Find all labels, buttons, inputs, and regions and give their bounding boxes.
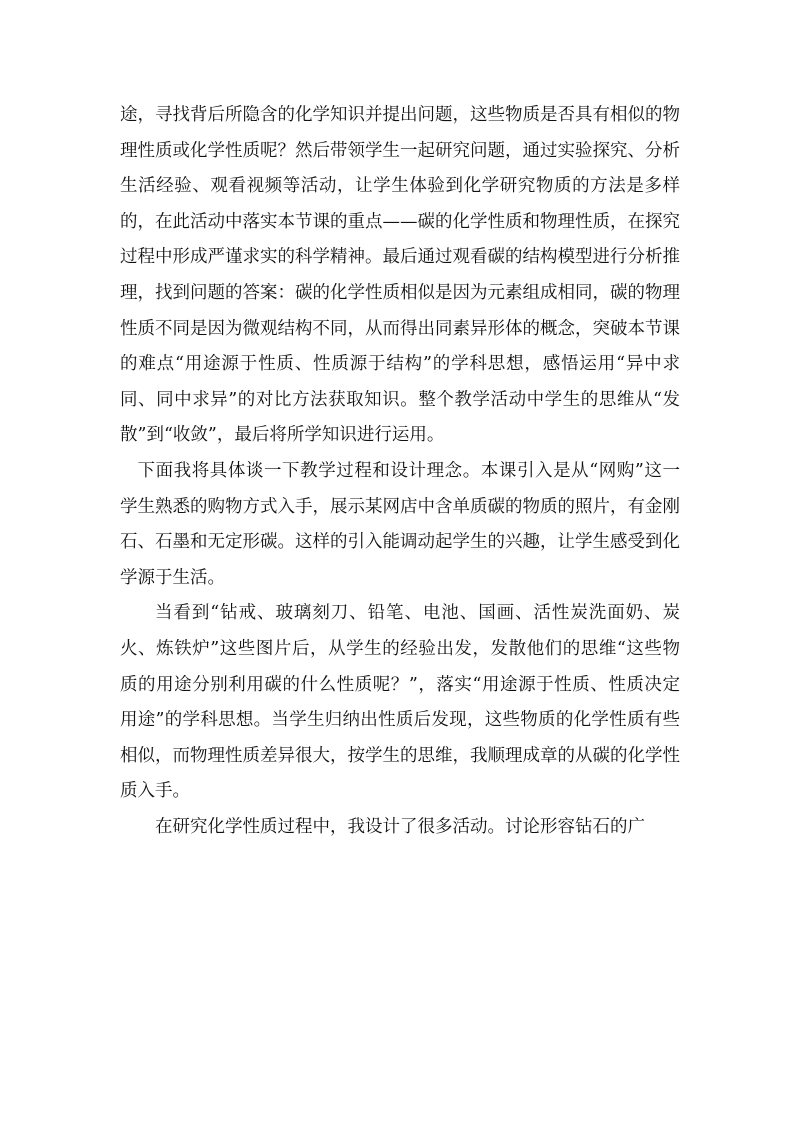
paragraph-4: 在研究化学性质过程中，我设计了很多活动。讨论形容钻石的广 (155, 816, 645, 837)
paragraph-3: 当看到“钻戒、玻璃刻刀、铅笔、电池、国画、活性炭洗面奶、炭火、炼铁炉”这些图片后，从学生的经验出发，发散他们的思维“这些物质的用途分别利用碳的什么性质呢？”，落实“用途源于性质、性质决定用途”的学科思想。当学生归纳出性质后发现，这些物质的化学性质有些相似，而物理性质差异很大，按学生的思维，我顺理成章的从碳的化学性质入手。 (120, 603, 680, 802)
paragraph-2: 下面我将具体谈一下教学过程和设计理念。本课引入是从“网购”这一学生熟悉的购物方式入手，展示某网店中含单质碳的物质的照片，有金刚石、石墨和无定形碳。这样的引入能调动起学生的兴趣，让学生感受到化学源于生活。 (120, 460, 680, 588)
document-page (120, 98, 680, 845)
paragraph-1: 途，寻找背后所隐含的化学知识并提出问题，这些物质是否具有相似的物理性质或化学性质呢？然后带领学生一起研究问题，通过实验探究、分析生活经验、观看视频等活动，让学生体验到化学研究物质的方法是多样的，在此活动中落实本节课的重点——碳的化学性质和物理性质，在探究过程中形成严谨求实的科学精神。最后通过观看碳的结构模型进行分析推理，找到问题的答案：碳的化学性质相似是因为元素组成相同，碳的物理性质不同是因为微观结构不同，从而得出同素异形体的概念，突破本节课的难点“用途源于性质、性质源于结构”的学科思想，感悟运用“异中求同、同中求异”的对比方法获取知识。整个教学活动中学生的思维从“发散”到“收敛”，最后将所学知识进行运用。 (120, 105, 680, 446)
